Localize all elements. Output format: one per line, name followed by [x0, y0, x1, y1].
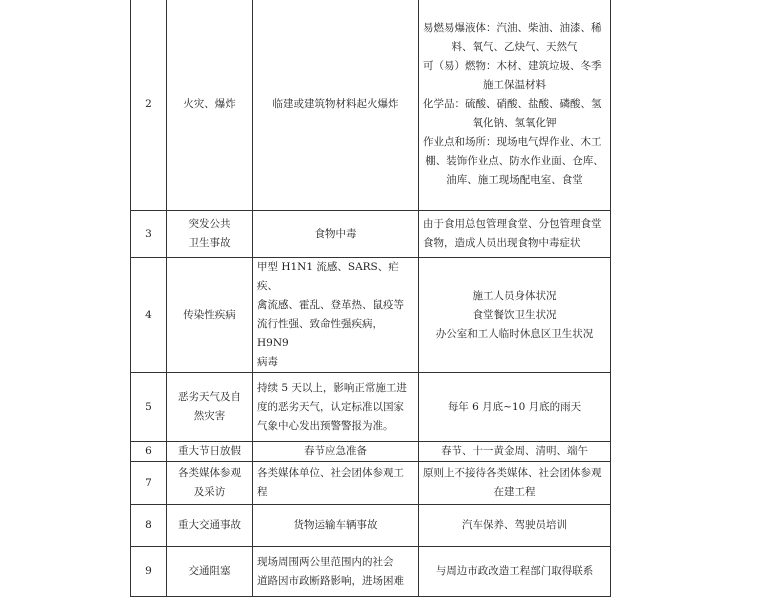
row-number: 7 [131, 462, 167, 505]
cell-line: 每年 6 月底~10 月底的雨天 [447, 400, 582, 413]
table-row [131, 442, 611, 462]
event-type-cell [167, 0, 253, 211]
table-row [131, 258, 611, 373]
table-body [131, 0, 611, 597]
cell-line: 各类媒体参观 [178, 467, 241, 479]
table-row [131, 373, 611, 442]
risk-source-cell [253, 373, 419, 442]
row-number: 5 [131, 373, 167, 442]
risk-detail-cell [419, 547, 611, 597]
risk-source-cell [253, 0, 419, 211]
cell-line: 易燃易爆液体：汽油、柴油、油漆、稀 [423, 22, 602, 34]
cell-line: 作业点和场所：现场电气焊作业、木工 [423, 136, 602, 148]
risk-source-cell [253, 547, 419, 597]
cell-line: 棚、装饰作业点、防水作业面、仓库、 [425, 155, 604, 167]
table-row [131, 505, 611, 547]
row-number: 4 [131, 258, 167, 373]
cell-line: 办公室和工人临时休息区卫生状况 [435, 327, 594, 340]
event-type-cell [167, 211, 253, 258]
cell-line: 与周边市政改造工程部门取得联系 [435, 565, 594, 577]
cell-line: 料、氧气、乙炔气、天然气 [451, 41, 578, 53]
event-type-cell [167, 442, 253, 462]
cell-line: 春节应急准备 [304, 445, 367, 457]
cell-line: 卫生事故 [188, 237, 231, 249]
event-type-cell [167, 373, 253, 442]
row-number: 6 [131, 442, 167, 462]
cell-line: 持续 5 天以上，影响正常施工进 [257, 381, 407, 394]
cell-line: 重大交通事故 [178, 519, 241, 531]
event-type-cell [167, 258, 253, 373]
table-row [131, 211, 611, 258]
cell-line: 原则上不接待各类媒体、社会团体参观 [423, 467, 602, 479]
cell-line: 在建工程 [493, 486, 536, 498]
table-row [131, 462, 611, 505]
risk-detail-cell [419, 505, 611, 547]
risk-detail-cell [419, 373, 611, 442]
table-row [131, 0, 611, 211]
cell-line: 由于食用总包管理食堂、分包管理食堂 [423, 218, 602, 230]
cell-line: 施工保温材料 [483, 79, 546, 91]
cell-line: 程 [257, 486, 268, 498]
risk-detail-cell [419, 0, 611, 211]
cell-line: 重大节日放假 [178, 445, 241, 457]
event-type-cell [167, 505, 253, 547]
risk-detail-cell [419, 442, 611, 462]
row-number: 9 [131, 547, 167, 597]
cell-line: 各类媒体单位、社会团体参观工 [257, 467, 404, 479]
row-number: 8 [131, 505, 167, 547]
event-type-cell [167, 462, 253, 505]
cell-line: 现场周围两公里范围内的社会 [257, 555, 394, 568]
cell-line: 气象中心发出预警警报为准。 [257, 419, 394, 432]
cell-line: 货物运输车辆事故 [293, 519, 378, 531]
cell-line: 及采访 [193, 486, 226, 498]
cell-line: 氧化钠、氢氧化钾 [472, 117, 557, 129]
cell-line: 食物，造成人员出现食物中毒症状 [423, 237, 581, 249]
risk-source-cell [253, 442, 419, 462]
cell-line: 度的恶劣天气，认定标准以国家 [257, 400, 404, 413]
cell-line: 临建或建筑物材料起火爆炸 [272, 98, 399, 110]
cell-line: 食物中毒 [314, 227, 357, 240]
cell-line: 流行性强、致命性强疾病，H9N9 [257, 318, 383, 349]
cell-line: 禽流感、霍乱、登革热、鼠疫等 [257, 299, 404, 311]
risk-detail-cell [419, 211, 611, 258]
cell-line: 火灾、爆炸 [183, 98, 236, 110]
row-number: 3 [131, 211, 167, 258]
cell-line: 油库、施工现场配电室、食堂 [446, 174, 583, 186]
emergency-risk-table [130, 0, 611, 597]
cell-line: 传染性疾病 [183, 308, 236, 321]
table-row [131, 547, 611, 597]
cell-line: 汽车保养、驾驶员培训 [462, 519, 567, 531]
risk-detail-cell [419, 462, 611, 505]
row-number: 2 [131, 0, 167, 211]
cell-line: 施工人员身体状况 [472, 289, 557, 302]
cell-line: 然灾害 [193, 410, 226, 422]
cell-line: 突发公共 [188, 218, 231, 230]
cell-line: 甲型 H1N1 流感、SARS、疟疾、 [257, 261, 399, 292]
risk-detail-cell [419, 258, 611, 373]
cell-line: 交通阻塞 [188, 565, 231, 577]
cell-line: 食堂餐饮卫生状况 [472, 308, 557, 321]
cell-line: 恶劣天气及自 [178, 391, 241, 403]
cell-line: 春节、十一黄金周、清明、端午 [441, 445, 588, 457]
risk-source-cell [253, 505, 419, 547]
risk-source-cell [253, 462, 419, 505]
cell-line: 道路因市政断路影响，进场困难 [257, 574, 404, 587]
cell-line: 化学品：硫酸、硝酸、盐酸、磷酸、氢 [423, 98, 602, 110]
event-type-cell [167, 547, 253, 597]
risk-source-cell [253, 258, 419, 373]
risk-source-cell [253, 211, 419, 258]
cell-line: 病毒 [257, 356, 278, 368]
cell-line: 可（易）燃物：木材、建筑垃圾、冬季 [423, 60, 602, 72]
